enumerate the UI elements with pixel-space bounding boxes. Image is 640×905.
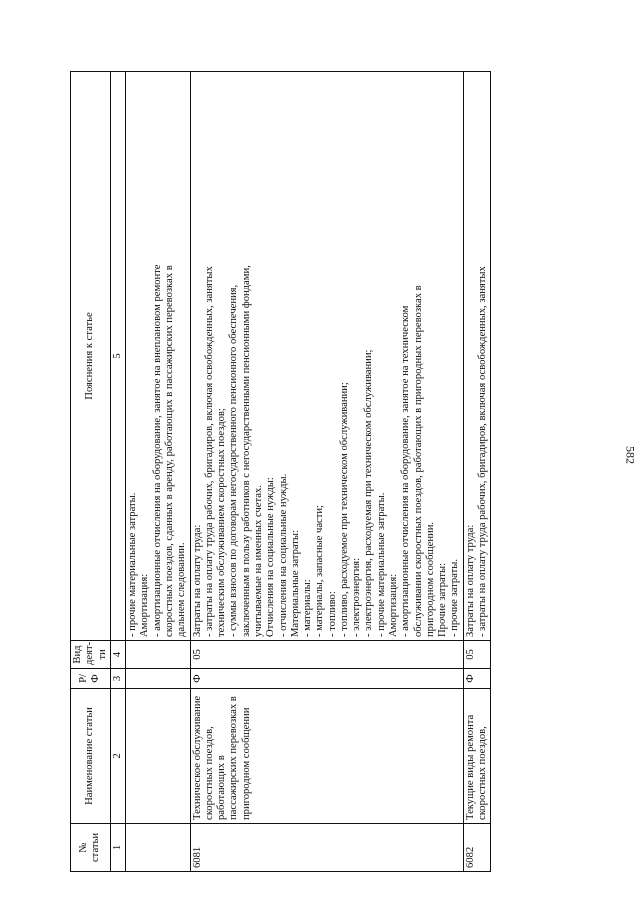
row-explanation	[190, 72, 463, 641]
row-explanation	[126, 72, 190, 641]
cost-items-table	[70, 71, 491, 872]
explanation-line: Амортизация:	[388, 573, 400, 637]
explanation-line: Амортизация:	[139, 573, 151, 637]
explanation-line: пригородном сообщении.	[424, 521, 436, 637]
explanation-line: - затраты на оплату труда рабочих, бригадиров, включая освобожденных, занятых	[203, 266, 215, 637]
row-rf: Ф	[463, 669, 491, 689]
explanation-line: Отчисления на социальные нужды:	[265, 477, 277, 637]
page-number: 582	[623, 446, 638, 464]
header-rf: Р/ Ф	[71, 669, 111, 689]
row-activity-type: 05	[190, 641, 463, 669]
row-item-name	[126, 689, 190, 824]
table-row	[463, 72, 491, 872]
explanation-line: - электроэнергия:	[351, 557, 363, 637]
explanation-line: - суммы взносов по договорам негосударственного пенсионного обеспечения,	[228, 284, 240, 637]
rotated-page	[70, 72, 590, 872]
column-number: 4	[110, 641, 125, 669]
row-item-number: 6082	[463, 824, 491, 872]
explanation-line: скоростных поездов, сданных в аренду, работающих в пассажирских перевозках в	[163, 265, 175, 637]
row-item-name: Текущие виды ремонта скоростных поездов,	[463, 689, 491, 824]
row-item-number	[126, 824, 190, 872]
table-row	[126, 72, 190, 872]
explanation-line: - прочие материальные затраты.	[127, 492, 139, 637]
explanation-line: - отчисления на социальные нужды.	[277, 473, 289, 637]
explanation-line: - материалы, запасные части;	[314, 505, 326, 637]
explanation-line: техническим обслуживанием скоростных поездов;	[216, 408, 228, 637]
explanation-line: - амортизационные отчисления на оборудование, занятое на внеплановом ремонте	[151, 264, 163, 637]
column-number: 2	[110, 689, 125, 824]
explanation-line: - топливо, расходуемое при техническом обслуживании;	[338, 382, 350, 637]
explanation-line: - топливо:	[326, 591, 338, 637]
explanation-line: Затраты на оплату труда:	[464, 524, 476, 637]
row-item-name: Техническое обслуживание скоростных поездов, работающих в пассажирских перевозках в пригородном сообщении	[190, 689, 463, 824]
row-activity-type: 05	[463, 641, 491, 669]
explanation-line: - прочие затраты.	[449, 558, 461, 637]
explanation-line: - материалы:	[302, 579, 314, 637]
column-number-row	[110, 72, 125, 872]
explanation-line: - затраты на оплату труда рабочих, бригадиров, включая освобожденных, занятых	[477, 266, 488, 637]
header-item-number: № статьи	[71, 824, 111, 872]
explanation-line: - амортизационные отчисления на оборудование, занятое на техническом	[400, 305, 412, 637]
header-item-name: Наименование статьи	[71, 689, 111, 824]
explanation-line: Затраты на оплату труда:	[191, 524, 203, 637]
table-header-row	[71, 72, 111, 872]
explanation-line: - прочие материальные затраты.	[375, 492, 387, 637]
column-number: 1	[110, 824, 125, 872]
header-activity-type: Вид деят-ти	[71, 641, 111, 669]
table-row	[190, 72, 463, 872]
explanation-line: - электроэнергия, расходуемая при техническом обслуживании;	[363, 349, 375, 637]
row-rf: Ф	[190, 669, 463, 689]
explanation-line: обслуживании скоростных поездов, работающих в пригородных перевозках в	[412, 285, 424, 637]
explanation-line: дальнем следовании.	[176, 542, 188, 637]
explanation-line: Материальные затраты:	[289, 530, 301, 637]
row-explanation	[463, 72, 491, 641]
explanation-line: заключенным в пользу работников с негосударственными пенсионными фондами,	[240, 265, 252, 637]
column-number: 5	[110, 72, 125, 641]
row-activity-type	[126, 641, 190, 669]
explanation-line: учитываемые на именных счетах.	[252, 485, 264, 637]
row-item-number: 6081	[190, 824, 463, 872]
header-explanation: Пояснения к статье	[71, 72, 111, 641]
column-number: 3	[110, 669, 125, 689]
explanation-line: Прочие затраты:	[437, 562, 449, 637]
row-rf	[126, 669, 190, 689]
